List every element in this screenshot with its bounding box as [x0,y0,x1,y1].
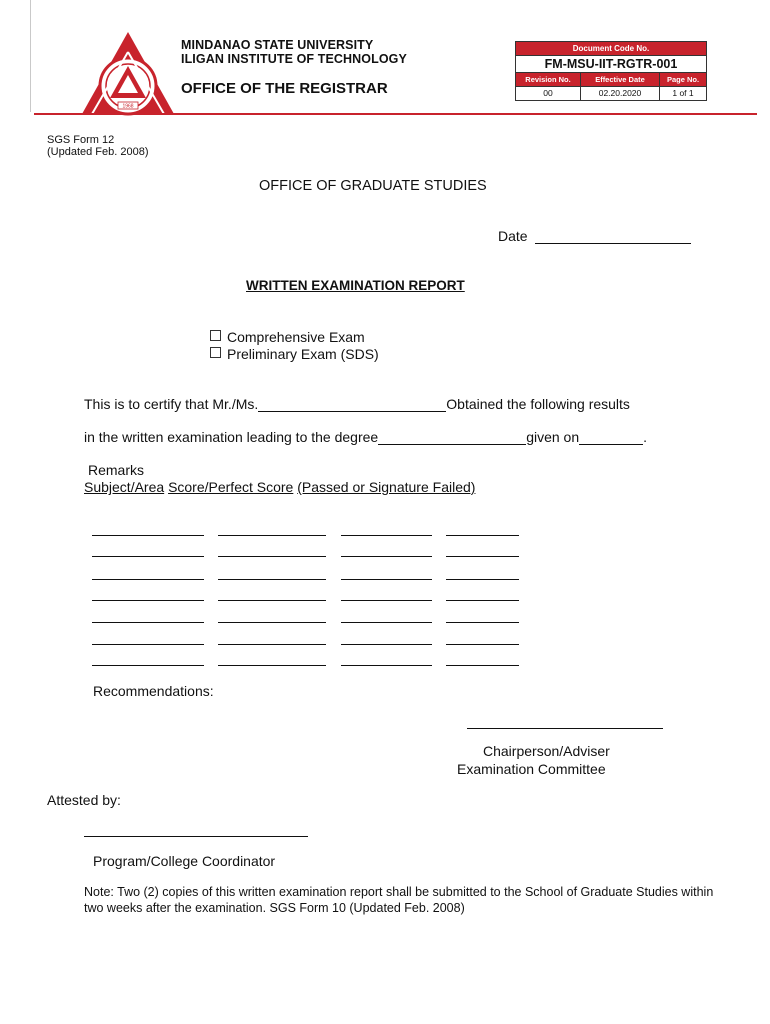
effective-date-label: Effective Date [581,73,660,86]
given-on-blank[interactable] [579,444,643,445]
option-comprehensive[interactable] [210,329,365,345]
university-seal-logo [80,30,176,120]
option-preliminary[interactable] [210,346,379,362]
date-field [498,228,691,244]
subject-blank[interactable] [92,644,204,645]
signature-blank[interactable] [446,622,519,623]
score-blank[interactable] [218,556,326,557]
comprehensive-label: Comprehensive Exam [227,329,365,345]
col-result-header: (Passed or Signature Failed) [297,479,476,495]
date-label: Date [498,228,528,244]
col-score-header: Score/Perfect Score [168,479,294,495]
result-blank[interactable] [341,665,432,666]
comprehensive-checkbox[interactable] [210,330,221,341]
document-code-box [515,41,707,101]
result-blank[interactable] [341,644,432,645]
subject-blank[interactable] [92,579,204,580]
col-subject-header: Subject/Area [84,479,165,495]
score-blank[interactable] [218,622,326,623]
document-code-values-row [516,86,706,100]
preliminary-checkbox[interactable] [210,347,221,358]
subject-blank[interactable] [92,622,204,623]
result-blank[interactable] [341,579,432,580]
subject-blank[interactable] [92,600,204,601]
effective-date-value: 02.20.2020 [581,87,660,100]
result-blank[interactable] [341,535,432,536]
form-id: SGS Form 12 [47,134,115,146]
certify-prefix: This is to certify that Mr./Ms. [84,396,259,412]
university-name: MINDANAO STATE UNIVERSITY [181,38,374,52]
graduate-office-title: OFFICE OF GRADUATE STUDIES [259,178,487,194]
document-code-label: Document Code No. [516,42,706,55]
signature-blank[interactable] [446,535,519,536]
name-blank[interactable] [258,411,446,412]
subject-blank[interactable] [92,665,204,666]
committee-title: Examination Committee [457,761,606,777]
recommendations-label: Recommendations: [93,683,214,699]
page-number-value: 1 of 1 [672,88,694,98]
header-divider [34,113,757,115]
score-blank[interactable] [218,600,326,601]
form-updated: (Updated Feb. 2008) [47,146,149,158]
signature-blank[interactable] [446,644,519,645]
report-title: WRITTEN EXAMINATION REPORT [246,278,465,293]
signature-blank[interactable] [446,665,519,666]
degree-blank[interactable] [378,444,526,445]
result-blank[interactable] [341,622,432,623]
degree-line [84,429,647,445]
score-blank[interactable] [218,644,326,645]
registrar-office-title: OFFICE OF THE REGISTRAR [181,80,388,97]
subject-blank[interactable] [92,556,204,557]
degree-end: . [643,429,648,445]
submission-note: Note: Two (2) copies of this written examination report shall be submitted to the School of Graduate Studies within two weeks after the examination. SGS Form 10 (Updated Feb. 2008) [84,885,714,915]
score-blank[interactable] [218,579,326,580]
signature-blank[interactable] [446,556,519,557]
institute-name: ILIGAN INSTITUTE OF TECHNOLOGY [181,52,407,66]
date-blank[interactable] [535,243,691,244]
result-blank[interactable] [341,600,432,601]
score-blank[interactable] [218,535,326,536]
certify-suffix: Obtained the following results [446,396,630,412]
degree-prefix: in the written examination leading to the degree [84,429,379,445]
page-number-label: Page No. [660,73,706,86]
certify-line [84,396,630,412]
revision-value: 00 [516,87,581,100]
given-on-label: given on [526,429,580,445]
remarks-label: Remarks [88,462,145,478]
coordinator-signature-blank[interactable] [84,836,308,837]
score-blank[interactable] [218,665,326,666]
document-code-labels-row [516,72,706,86]
result-blank[interactable] [341,556,432,557]
coordinator-title: Program/College Coordinator [93,853,276,869]
preliminary-label: Preliminary Exam (SDS) [227,346,379,362]
results-column-headers [84,479,475,495]
chair-signature-blank[interactable] [467,728,663,729]
document-code-value: FM-MSU-IIT-RGTR-001 [516,55,706,72]
signature-blank[interactable] [446,579,519,580]
signature-blank[interactable] [446,600,519,601]
revision-label: Revision No. [516,73,581,86]
page-edge-line [30,0,31,112]
logo-year-text: 1968 [122,103,134,110]
subject-blank[interactable] [92,535,204,536]
attested-label: Attested by: [47,792,121,808]
chair-title: Chairperson/Adviser [483,743,610,759]
